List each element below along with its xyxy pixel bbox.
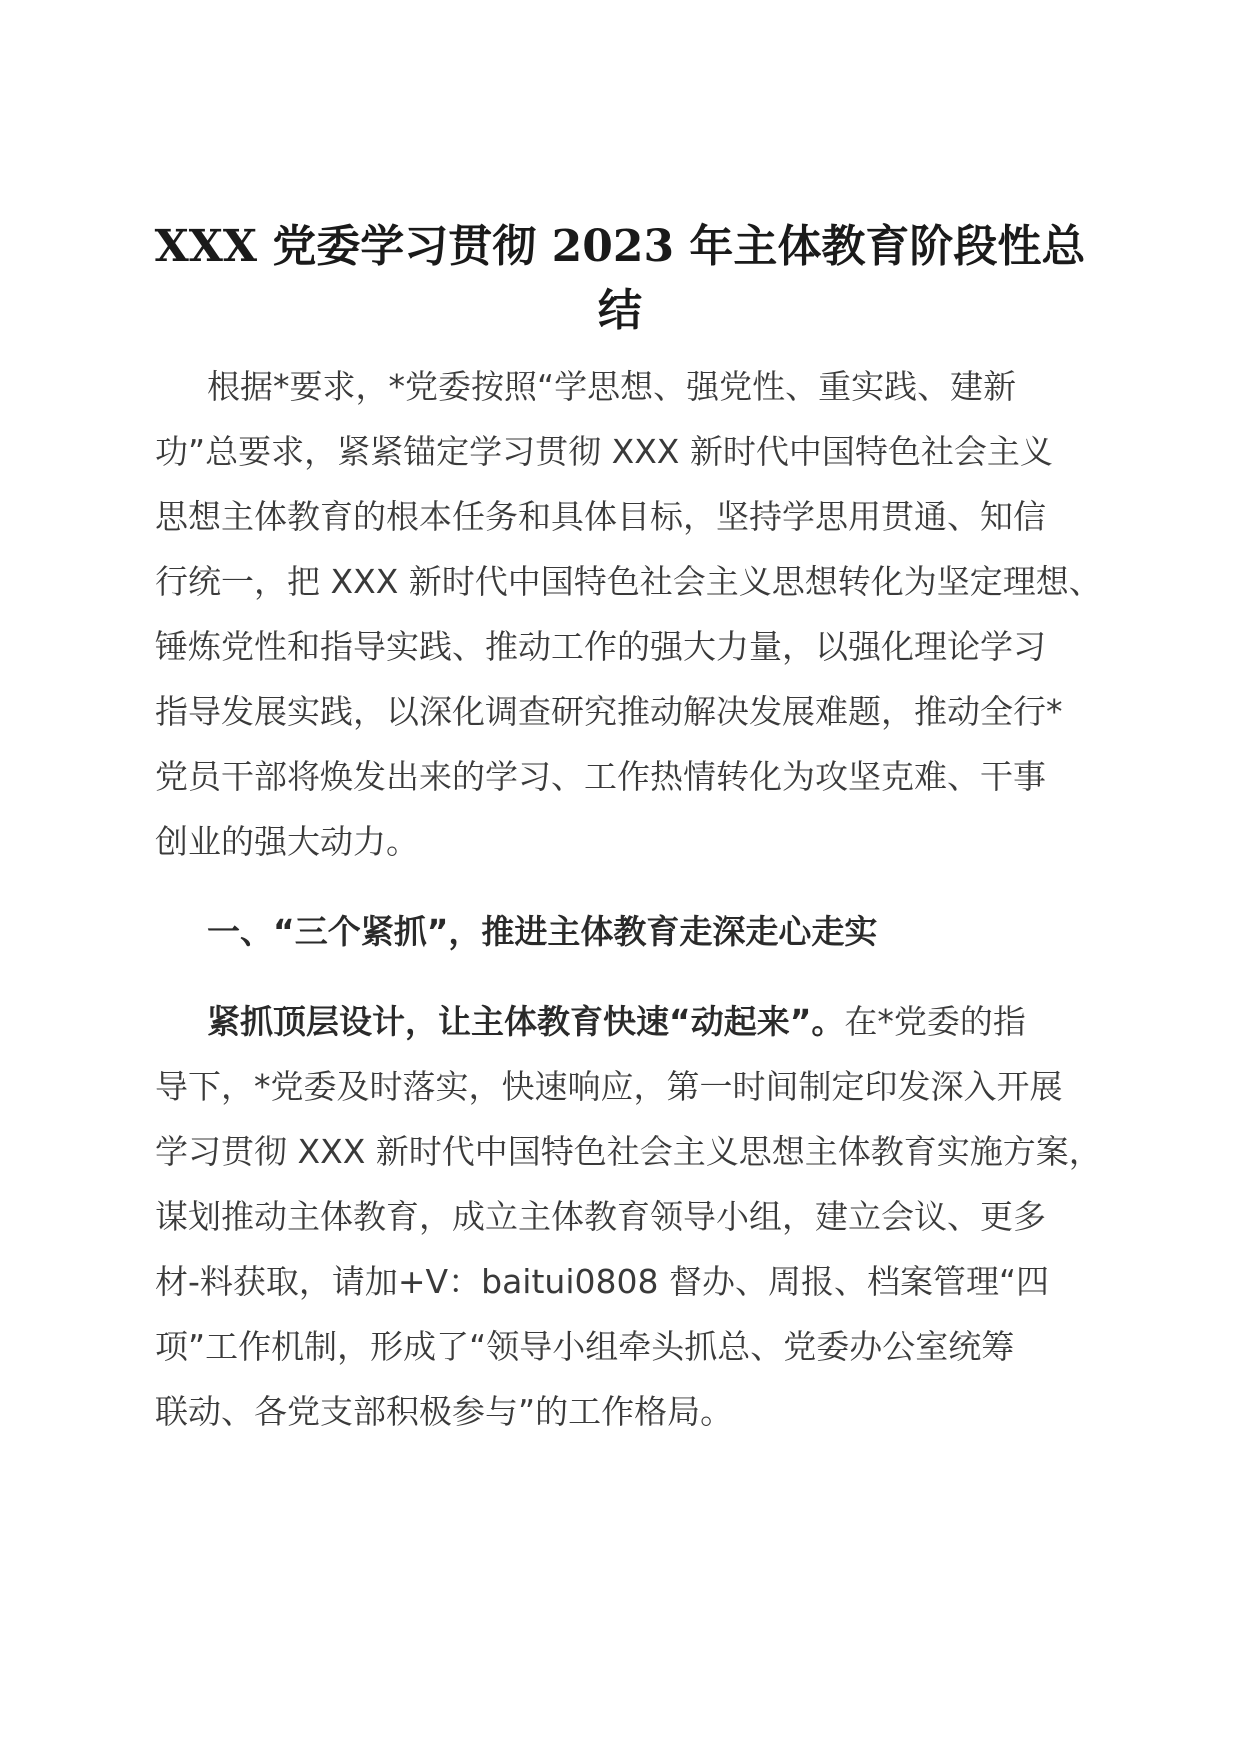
title-line-1: XXX 党委学习贯彻 2023 年主体教育阶段性总 [154, 221, 1086, 272]
paragraph-line: 学习贯彻 XXX 新时代中国特色社会主义思想主体教育实施方案， [155, 1132, 1102, 1171]
spacer [155, 964, 1085, 989]
paragraph-line: 谋划推动主体教育，成立主体教育领导小组，建立会议、更多 [155, 1197, 1046, 1236]
spacer [155, 874, 1085, 899]
paragraph-top-level-design [155, 989, 1102, 1444]
paragraph-lead: 紧抓顶层设计，让主体教育快速“动起来”。 [207, 1002, 845, 1041]
paragraph-line: 行统一，把 XXX 新时代中国特色社会主义思想转化为坚定理想、 [155, 562, 1102, 601]
paragraph-intro [155, 354, 1102, 874]
paragraph-line: 根据*要求，*党委按照“学思想、强党性、重实践、建新 [207, 367, 1017, 406]
paragraph-first-line [155, 989, 1085, 1054]
paragraph-line: 功”总要求，紧紧锚定学习贯彻 XXX 新时代中国特色社会主义 [155, 432, 1053, 471]
paragraph-line: 指导发展实践，以深化调查研究推动解决发展难题，推动全行* [155, 692, 1063, 731]
paragraph-line: 项”工作机制，形成了“领导小组牵头抓总、党委办公室统筹 [155, 1327, 1015, 1366]
document-title [150, 215, 1090, 343]
document-body [155, 354, 1102, 1444]
paragraph-line: 材-料获取，请加+V：baitui0808 督办、周报、档案管理“四 [155, 1262, 1050, 1301]
paragraph-line: 导下，*党委及时落实，快速响应，第一时间制定印发深入开展 [155, 1067, 1063, 1106]
paragraph-lead-rest: 在*党委的指 [844, 1002, 1026, 1041]
paragraph-line: 创业的强大动力。 [155, 822, 419, 861]
paragraph-line: 锤炼党性和指导实践、推动工作的强大力量，以强化理论学习 [155, 627, 1046, 666]
section-heading: 一、“三个紧抓”，推进主体教育走深走心走实 [207, 912, 878, 951]
paragraph-line: 联动、各党支部积极参与”的工作格局。 [155, 1392, 734, 1431]
title-line-2: 结 [598, 285, 642, 336]
paragraph-line: 思想主体教育的根本任务和具体目标，坚持学思用贯通、知信 [155, 497, 1046, 536]
paragraph-line: 党员干部将焕发出来的学习、工作热情转化为攻坚克难、干事 [155, 757, 1046, 796]
